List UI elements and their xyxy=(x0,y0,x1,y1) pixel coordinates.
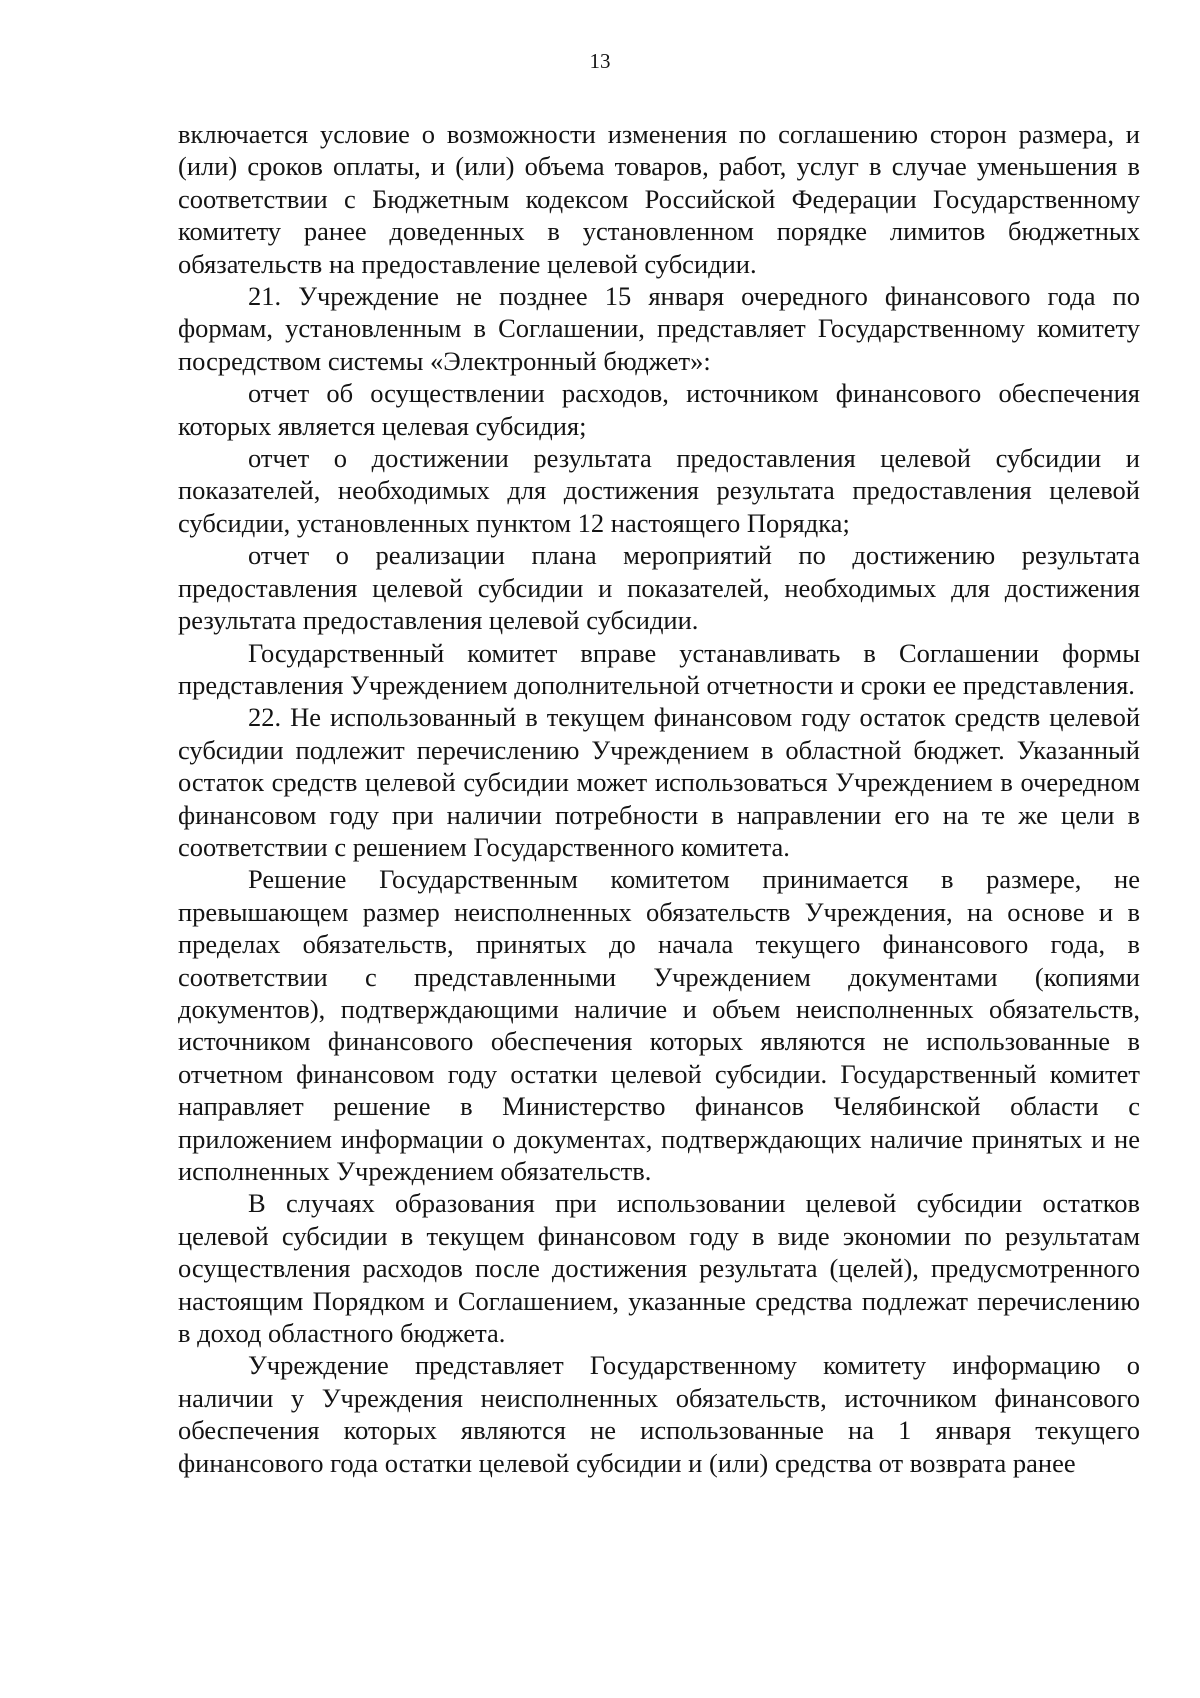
document-body xyxy=(178,118,1140,1479)
paragraph-continuation: включается условие о возможности изменения по соглашению сторон размера, и (или) сроков оплаты, и (или) объема товаров, работ, услуг в случае уменьшения в соответствии с Бюджетным кодексом Российской Федерации Государственному комитету ранее доведенных в установленном порядке лимитов бюджетных обязательств на предоставление целевой субсидии. xyxy=(178,119,1140,279)
paragraph-savings: В случаях образования при использовании целевой субсидии остатков целевой субсидии в текущем финансовом году в виде экономии по результатам осуществления расходов после достижения результата (целей), предусмотренного настоящим Порядком и Соглашением, указанные средства подлежат перечислению в доход областного бюджета. xyxy=(178,1188,1140,1349)
paragraph-obligations-info: Учреждение представляет Государственному комитету информацию о наличии у Учреждения неисполненных обязательств, источником финансового обеспечения которых являются не использованные на 1 января текущего финансового года остатки целевой субсидии и (или) средства от возврата ранее xyxy=(178,1350,1140,1478)
paragraph-additional-reporting: Государственный комитет вправе устанавливать в Соглашении формы представления Учреждением дополнительной отчетности и сроки ее представления. xyxy=(178,637,1140,700)
paragraph-report-expenses: отчет об осуществлении расходов, источником финансового обеспечения которых является целевая субсидия; xyxy=(178,378,1140,441)
page-number: 13 xyxy=(589,49,611,73)
paragraph-report-plan: отчет о реализации плана мероприятий по достижению результата предоставления целевой субсидии и показателей, необходимых для достижения результата предоставления целевой субсидии. xyxy=(178,540,1140,636)
paragraph-report-results: отчет о достижении результата предоставления целевой субсидии и показателей, необходимых для достижения результата предоставления целевой субсидии, установленных пунктом 12 настоящего Порядка; xyxy=(178,443,1140,538)
paragraph-decision: Решение Государственным комитетом принимается в размере, не превышающем размер неисполненных обязательств Учреждения, на основе и в пределах обязательств, принятых до начала текущего финансового года, в соответствии с представленными Учреждением документами (копиями документов), подтверждающими наличие и объем неисполненных обязательств, источником финансового обеспечения которых являются не использованные в отчетном финансовом году остатки целевой субсидии. Государственный комитет направляет решение в Министерство финансов Челябинской области с приложением информации о документах, подтверждающих наличие принятых и не исполненных Учреждением обязательств. xyxy=(178,864,1140,1186)
paragraph-item-22: 22. Не использованный в текущем финансовом году остаток средств целевой субсидии подлежит перечислению Учреждением в областной бюджет. Указанный остаток средств целевой субсидии может использоваться Учреждением в очередном финансовом году при наличии потребности в направлении его на те же цели в соответствии с решением Государственного комитета. xyxy=(178,702,1140,862)
paragraph-item-21: 21. Учреждение не позднее 15 января очередного финансового года по формам, установленным в Соглашении, представляет Государственному комитету посредством системы «Электронный бюджет»: xyxy=(178,281,1140,376)
